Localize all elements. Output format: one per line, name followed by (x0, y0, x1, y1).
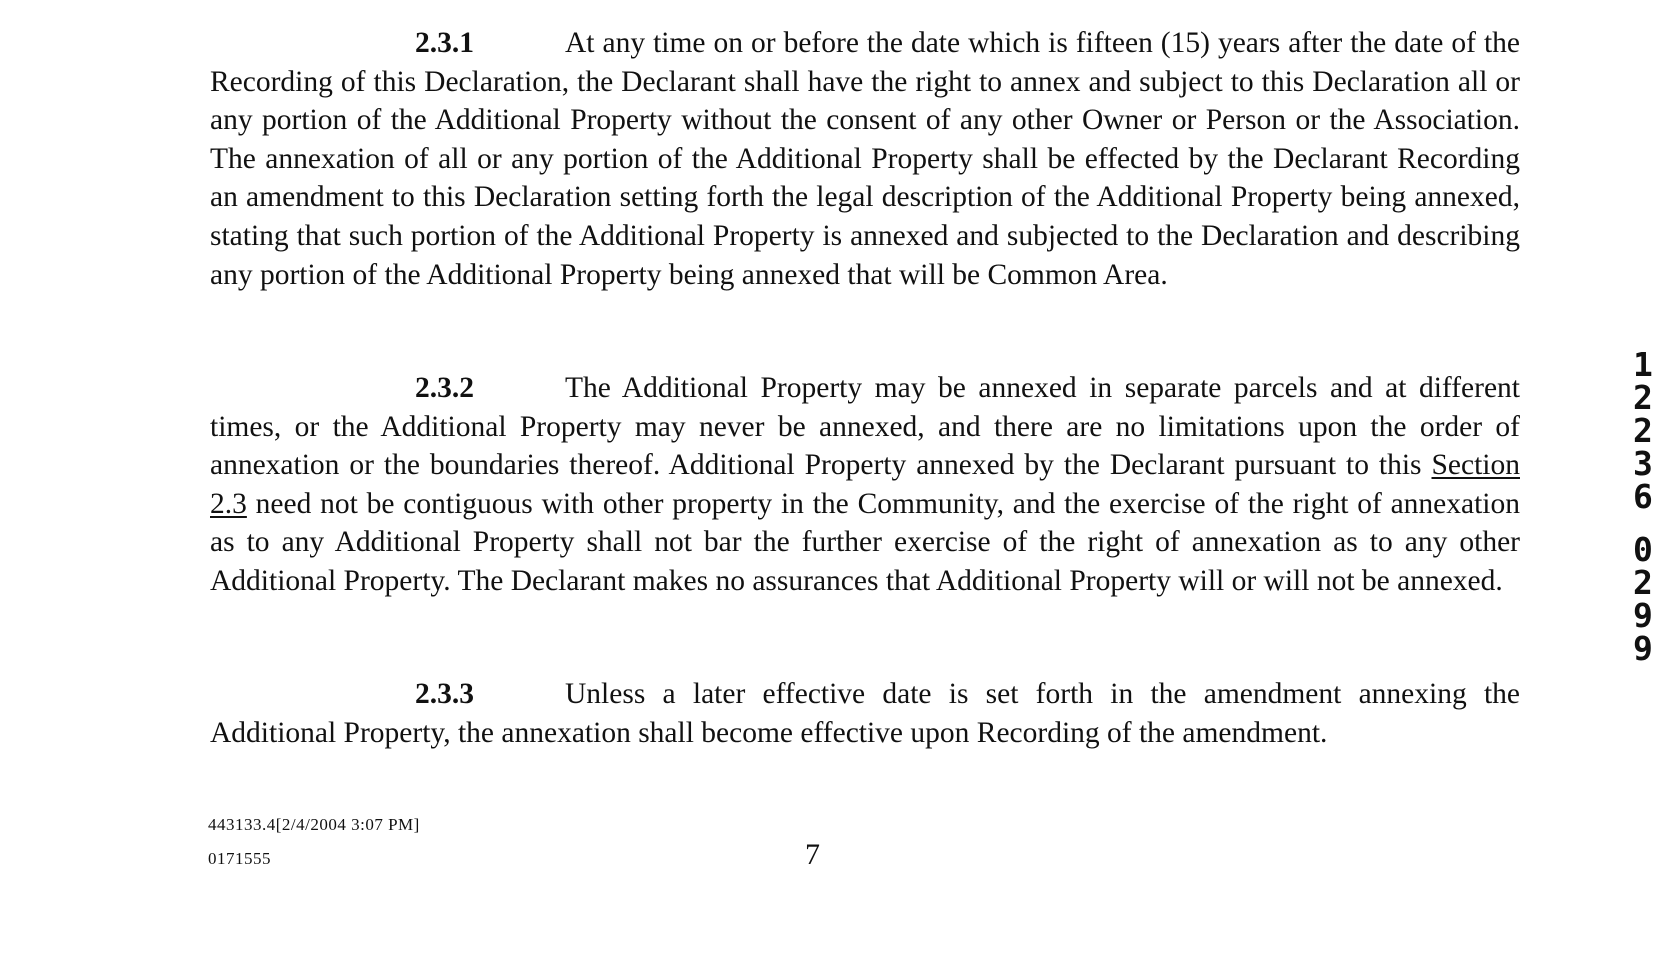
section-reference-link: Section 2.3 (210, 449, 1520, 520)
section-number: 2.3.3 (415, 678, 474, 710)
stamp-digit: 0 (1633, 530, 1653, 569)
stamp-digit: 1 (1633, 345, 1653, 384)
side-recording-stamp (1633, 345, 1653, 668)
section-2-3-3 (210, 675, 1520, 752)
section-number: 2.3.2 (415, 372, 474, 404)
stamp-digit: 2 (1633, 411, 1653, 450)
section-text: Unless a later effective date is set forth in the amendment annexing the Additional Property, the annexation shall become effective upon Recording of the amendment. (210, 678, 1520, 749)
footer-identifiers (208, 808, 420, 876)
section-text-before: The Additional Property may be annexed in separate parcels and at different times, or the Additional Property may never be annexed, and there are no limitations upon the order of annexation or the boundaries thereof. Additional Property annexed by the Declarant pursuant to this (210, 372, 1520, 482)
stamp-digit: 9 (1633, 629, 1653, 668)
section-text: At any time on or before the date which is fifteen (15) years after the date of the Recording of this Declaration, the Declarant shall have the right to annex and subject to this Declaration all or any portion of the Additional Property without the consent of any other Owner or Person or the Association. The annexation of all or any portion of the Additional Property shall be effected by the Declarant Recording an amendment to this Declaration setting forth the legal description of the Additional Property being annexed, stating that such portion of the Additional Property is annexed and subjected to the Declaration and describing any portion of the Additional Property being annexed that will be Common Area. (210, 27, 1520, 291)
page-number: 7 (805, 838, 820, 871)
footer-doc-id: 443133.4[2/4/2004 3:07 PM] (208, 815, 420, 834)
section-2-3-2 (210, 369, 1520, 601)
stamp-digit: 9 (1633, 596, 1653, 635)
stamp-digit: 3 (1633, 444, 1653, 483)
section-text-after: need not be contiguous with other property in the Community, and the exercise of the right of annexation as to any Additional Property shall not bar the further exercise of the right of annexation as to any other Additional Property. The Declarant makes no assurances that Additional Property will or will not be annexed. (210, 487, 1520, 597)
footer-file-number: 0171555 (208, 849, 271, 868)
stamp-digit: 6 (1633, 477, 1653, 516)
stamp-digit: 2 (1633, 563, 1653, 602)
section-number: 2.3.1 (415, 27, 474, 59)
section-2-3-1 (210, 24, 1520, 294)
stamp-digit: 2 (1633, 378, 1653, 417)
